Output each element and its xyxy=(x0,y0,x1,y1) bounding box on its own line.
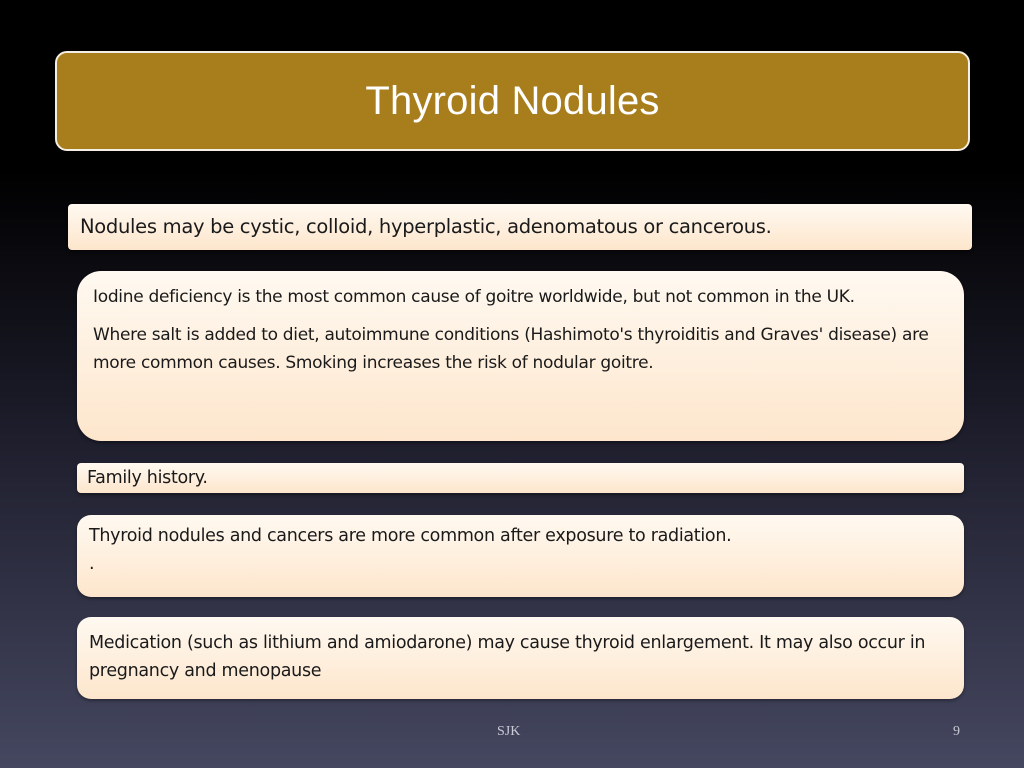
card-radiation xyxy=(77,515,964,597)
card-text: Medication (such as lithium and amiodarone) may cause thyroid enlargement. It may also occur in pregnancy and menopause xyxy=(89,633,926,681)
card-text: . xyxy=(89,554,95,574)
card-text: Iodine deficiency is the most common cause of goitre worldwide, but not common in the UK. xyxy=(93,287,855,307)
footer-author: SJK xyxy=(497,724,521,739)
slide-title-box xyxy=(55,51,970,151)
page-number: 9 xyxy=(953,724,960,739)
card-text: Family history. xyxy=(87,468,208,488)
card-medication xyxy=(77,617,964,699)
slide-title: Thyroid Nodules xyxy=(365,78,660,123)
card-family-history xyxy=(77,463,964,493)
card-text: Where salt is added to diet, autoimmune conditions (Hashimoto's thyroiditis and Graves' disease) are more common causes. Smoking increases the risk of nodular goitre. xyxy=(93,325,929,373)
card-text: Nodules may be cystic, colloid, hyperplastic, adenomatous or cancerous. xyxy=(80,215,772,238)
card-iodine-deficiency xyxy=(77,271,964,441)
card-text: Thyroid nodules and cancers are more common after exposure to radiation. xyxy=(89,526,732,546)
card-nodule-types xyxy=(68,204,972,250)
